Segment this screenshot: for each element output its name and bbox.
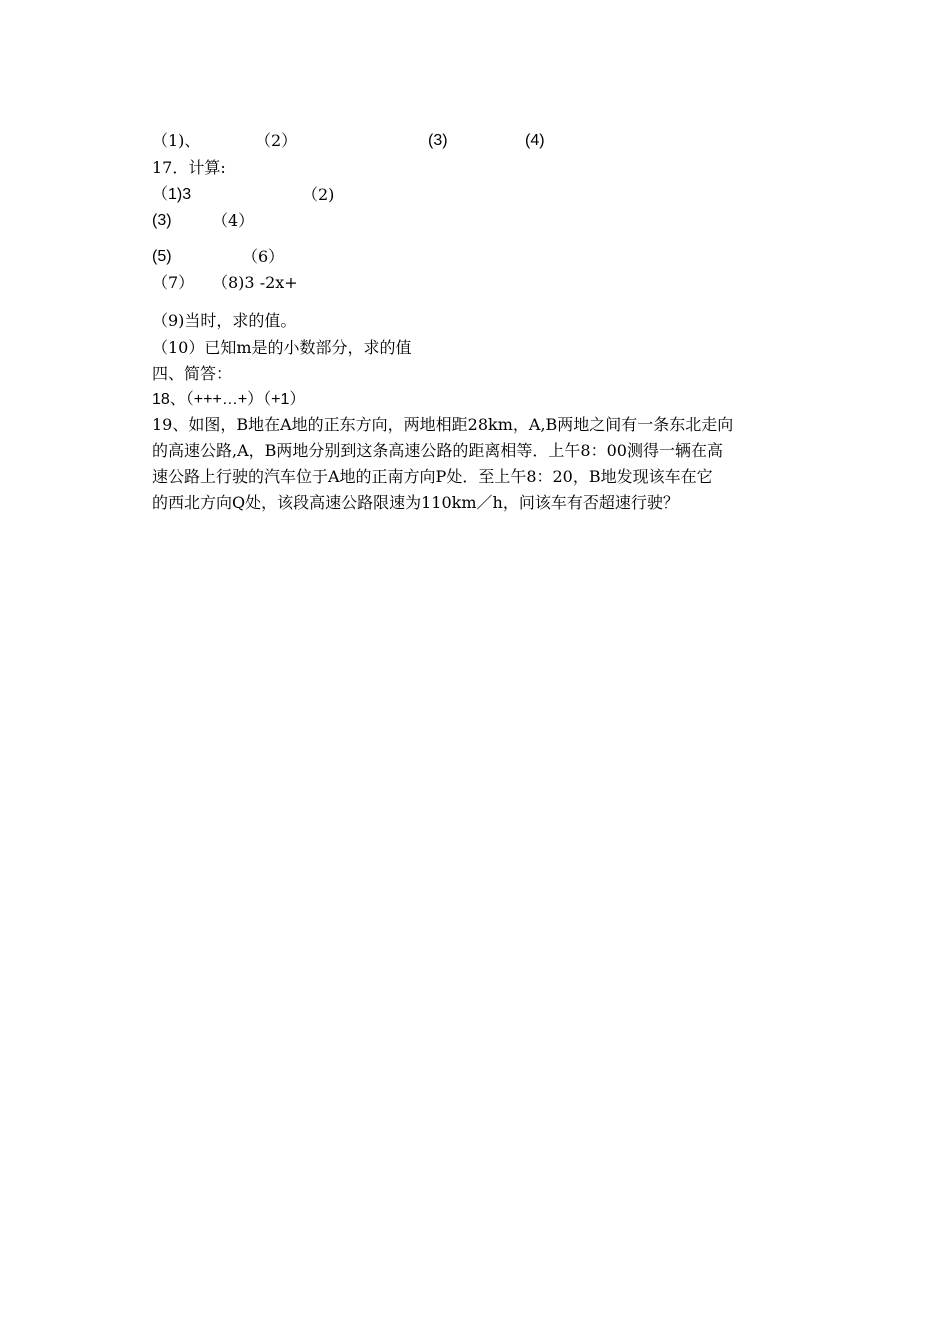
- question-19-line: 的西北方向Q处，该段高速公路限速为110km／h，问该车有否超速行驶？: [152, 493, 679, 512]
- calc-item-5: (5): [152, 248, 172, 265]
- question-19-line: 的高速公路,A，B两地分别到这条高速公路的距离相等．上午8：00测得一辆在高: [152, 441, 723, 460]
- blank-1-label: （1)、: [152, 131, 201, 150]
- calc-item-7: （7）: [152, 273, 195, 292]
- calc-item-6: （6）: [242, 247, 285, 266]
- question-19: [152, 412, 802, 516]
- section-heading: 四、简答：: [152, 364, 233, 383]
- question-19-line: 19、如图，B地在A地的正东方向，两地相距28km，A,B两地之间有一条东北走向: [152, 415, 734, 434]
- calc-item-2: （2): [302, 185, 335, 204]
- calc-item-10: （10）已知m是的小数部分，求的值: [152, 338, 412, 357]
- blank-4-label: (4): [525, 132, 545, 149]
- calc-item-9: （9)当时，求的值。: [152, 311, 297, 330]
- question-19-line: 速公路上行驶的汽车位于A地的正南方向P处．至上午8：20，B地发现该车在它: [152, 467, 713, 486]
- calc-item-4: （4）: [212, 211, 255, 230]
- calc-item-1: （1)3: [152, 186, 192, 203]
- question-18: 18、（+++…+）（+1）: [152, 391, 306, 408]
- calc-item-8: （8)3 -2x+: [212, 273, 298, 292]
- calc-item-3: (3): [152, 212, 172, 229]
- blank-3-label: (3): [428, 132, 448, 149]
- blank-2-label: （2）: [255, 131, 298, 150]
- question-17-heading: 17．计算:: [152, 158, 226, 177]
